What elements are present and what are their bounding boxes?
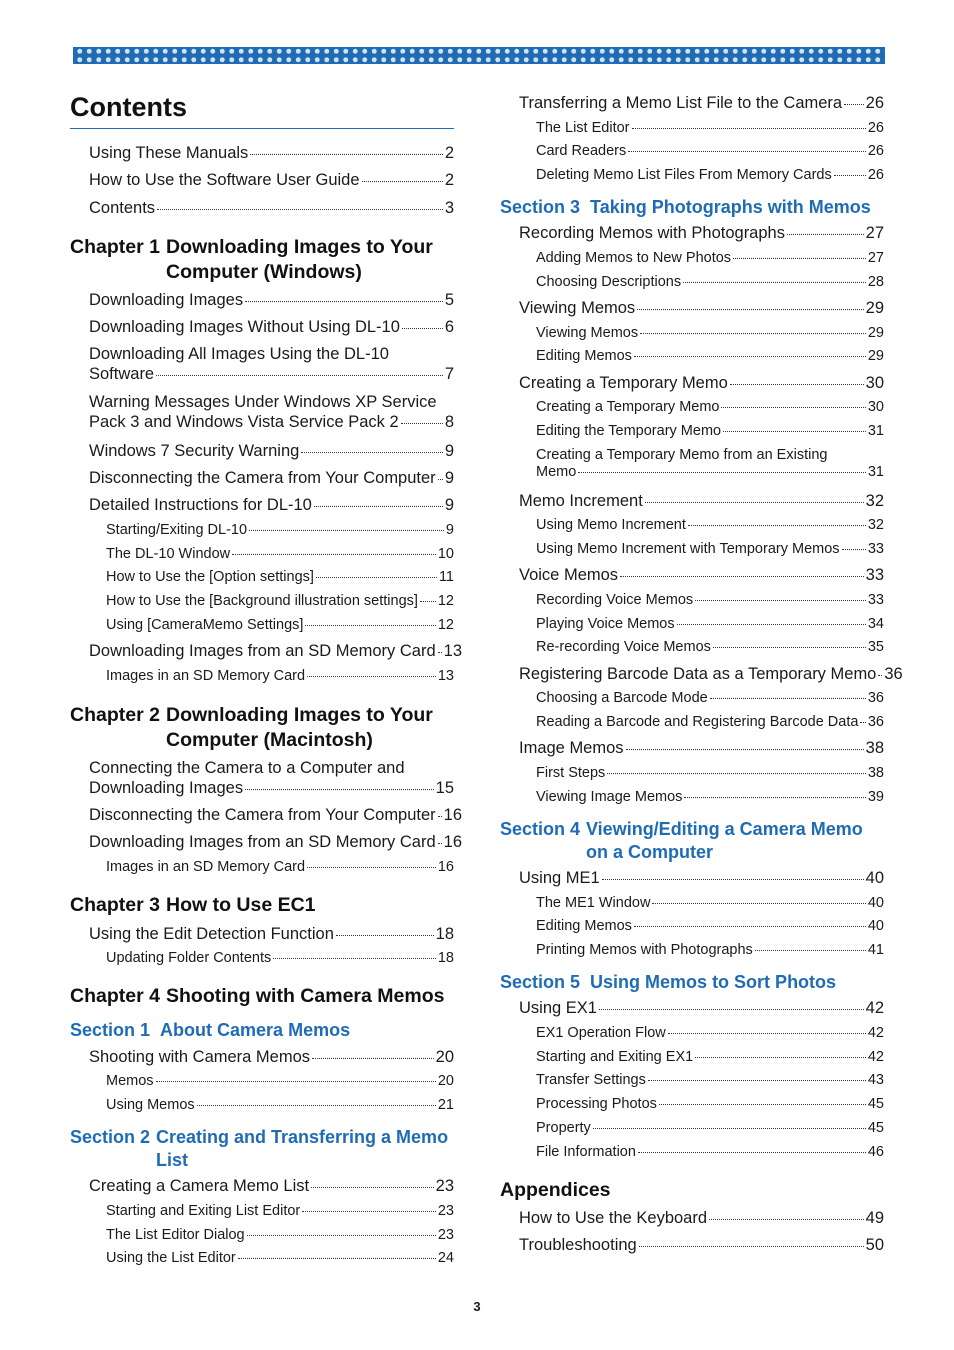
toc-subentry[interactable]: Editing Memos 29 <box>536 348 884 364</box>
toc-subentry[interactable]: Choosing Descriptions 28 <box>536 274 884 290</box>
toc-subentry[interactable]: Using Memo Increment 32 <box>536 517 884 533</box>
toc-subentry[interactable]: Starting/Exiting DL-10 9 <box>106 522 454 538</box>
toc-subentry[interactable]: How to Use the [Option settings] 11 <box>106 569 454 585</box>
toc-entry[interactable]: Creating a Temporary Memo 30 <box>519 374 884 392</box>
toc-entry[interactable]: Shooting with Camera Memos 20 <box>89 1048 454 1066</box>
toc-subentry[interactable]: First Steps 38 <box>536 765 884 781</box>
toc-entry[interactable]: How to Use the Keyboard 49 <box>519 1209 884 1227</box>
page-title: Contents <box>70 92 187 122</box>
toc-subentry[interactable]: Recording Voice Memos 33 <box>536 592 884 608</box>
section-heading: Section 3 Taking Photographs with Memos <box>500 197 871 217</box>
toc-entry[interactable]: Using ME1 40 <box>519 869 884 887</box>
toc-entry[interactable]: Troubleshooting 50 <box>519 1236 884 1254</box>
toc-entry[interactable]: Using the Edit Detection Function 18 <box>89 925 454 943</box>
toc-entry[interactable]: Contents 3 <box>89 199 454 217</box>
section-heading: Section 5 Using Memos to Sort Photos <box>500 972 837 992</box>
section-heading: Section 2 Creating and Transferring a Memo List <box>70 1127 449 1170</box>
page-number: 3 <box>473 1299 481 1314</box>
toc-subentry[interactable]: Property 45 <box>536 1120 884 1136</box>
toc-entry[interactable]: Creating a Camera Memo List 23 <box>89 1177 454 1195</box>
toc-entry-multiline[interactable]: Warning Messages Under Windows XP Service Pack 3 and Windows Vista Service Pack 2 8 <box>89 393 454 431</box>
toc-entry-multiline[interactable]: Downloading All Images Using the DL-10 Software 7 <box>89 345 454 383</box>
toc-subentry[interactable]: Using Memos 21 <box>106 1097 454 1113</box>
toc-entry[interactable]: Downloading Images 5 <box>89 291 454 309</box>
toc-entry[interactable]: Disconnecting the Camera from Your Computer 16 <box>89 806 463 824</box>
toc-entry[interactable]: Transferring a Memo List File to the Camera 26 <box>519 94 884 112</box>
toc-entry[interactable]: Detailed Instructions for DL-10 9 <box>89 496 454 514</box>
toc-entry[interactable]: Using EX1 42 <box>519 999 884 1017</box>
toc-entry[interactable]: How to Use the Software User Guide 2 <box>89 171 454 189</box>
chapter-heading: Chapter 2 Downloading Images to Your Computer (Macintosh) <box>70 704 433 751</box>
chapter-heading: Chapter 1 Downloading Images to Your Computer (Windows) <box>70 236 433 283</box>
toc-subentry[interactable]: Reading a Barcode and Registering Barcode Data 36 <box>536 714 884 730</box>
toc-subentry[interactable]: Viewing Image Memos 39 <box>536 789 884 805</box>
toc-subentry[interactable]: Using [CameraMemo Settings] 12 <box>106 617 454 633</box>
toc-entry-multiline[interactable]: Connecting the Camera to a Computer and Downloading Images 15 <box>89 759 454 797</box>
appendices-heading: Appendices <box>500 1179 611 1201</box>
toc-entry[interactable]: Using These Manuals 2 <box>89 144 454 162</box>
toc-subentry[interactable]: Images in an SD Memory Card 13 <box>106 668 454 684</box>
toc-subentry[interactable]: The List Editor Dialog 23 <box>106 1227 454 1243</box>
toc-subentry[interactable]: The ME1 Window 40 <box>536 895 884 911</box>
section-heading: Section 1 About Camera Memos <box>70 1020 351 1040</box>
toc-subentry[interactable]: Starting and Exiting List Editor 23 <box>106 1203 454 1219</box>
toc-entry[interactable]: Windows 7 Security Warning 9 <box>89 442 454 460</box>
toc-entry[interactable]: Memo Increment 32 <box>519 492 884 510</box>
toc-entry[interactable]: Downloading Images Without Using DL-10 6 <box>89 318 454 336</box>
toc-subentry[interactable]: Adding Memos to New Photos 27 <box>536 250 884 266</box>
toc-entry[interactable]: Viewing Memos 29 <box>519 299 884 317</box>
toc-subentry[interactable]: Deleting Memo List Files From Memory Cards 26 <box>536 167 884 183</box>
toc-subentry[interactable]: Printing Memos with Photographs 41 <box>536 942 884 958</box>
toc-subentry[interactable]: Updating Folder Contents 18 <box>106 950 454 966</box>
toc-subentry[interactable]: Re-recording Voice Memos 35 <box>536 639 884 655</box>
toc-entry[interactable]: Registering Barcode Data as a Temporary Memo 36 <box>519 665 903 683</box>
toc-subentry[interactable]: Choosing a Barcode Mode 36 <box>536 690 884 706</box>
toc-subentry[interactable]: The List Editor 26 <box>536 120 884 136</box>
chapter-heading: Chapter 4 Shooting with Camera Memos <box>70 985 445 1007</box>
title-rule <box>70 128 454 129</box>
toc-entry[interactable]: Disconnecting the Camera from Your Computer 9 <box>89 469 454 487</box>
toc-subentry[interactable]: Editing Memos 40 <box>536 918 884 934</box>
toc-subentry[interactable]: Viewing Memos 29 <box>536 325 884 341</box>
toc-subentry-multiline[interactable]: Creating a Temporary Memo from an Existing Memo 31 <box>536 447 884 480</box>
toc-subentry[interactable]: Editing the Temporary Memo 31 <box>536 423 884 439</box>
toc-subentry[interactable]: Memos 20 <box>106 1073 454 1089</box>
toc-subentry[interactable]: Using Memo Increment with Temporary Memos 33 <box>536 541 884 557</box>
toc-subentry[interactable]: Creating a Temporary Memo 30 <box>536 399 884 415</box>
toc-entry[interactable]: Recording Memos with Photographs 27 <box>519 224 884 242</box>
toc-subentry[interactable]: Playing Voice Memos 34 <box>536 616 884 632</box>
toc-subentry[interactable]: Processing Photos 45 <box>536 1096 884 1112</box>
toc-subentry[interactable]: Transfer Settings 43 <box>536 1072 884 1088</box>
toc-entry[interactable]: Downloading Images from an SD Memory Card 13 <box>89 642 462 660</box>
section-heading: Section 4 Viewing/Editing a Camera Memo on a Computer <box>500 819 863 862</box>
toc-subentry[interactable]: Using the List Editor 24 <box>106 1250 454 1266</box>
toc-subentry[interactable]: How to Use the [Background illustration settings] 12 <box>106 593 454 609</box>
toc-entry[interactable]: Downloading Images from an SD Memory Card 16 <box>89 833 462 851</box>
toc-subentry[interactable]: File Information 46 <box>536 1144 884 1160</box>
toc-subentry[interactable]: Images in an SD Memory Card 16 <box>106 859 454 875</box>
toc-subentry[interactable]: EX1 Operation Flow 42 <box>536 1025 884 1041</box>
toc-entry[interactable]: Voice Memos 33 <box>519 566 884 584</box>
chapter-heading: Chapter 3 How to Use EC1 <box>70 894 316 916</box>
toc-subentry[interactable]: Starting and Exiting EX1 42 <box>536 1049 884 1065</box>
toc-entry[interactable]: Image Memos 38 <box>519 739 884 757</box>
toc-subentry[interactable]: The DL-10 Window 10 <box>106 546 454 562</box>
decorative-banner <box>73 47 885 64</box>
toc-subentry[interactable]: Card Readers 26 <box>536 143 884 159</box>
